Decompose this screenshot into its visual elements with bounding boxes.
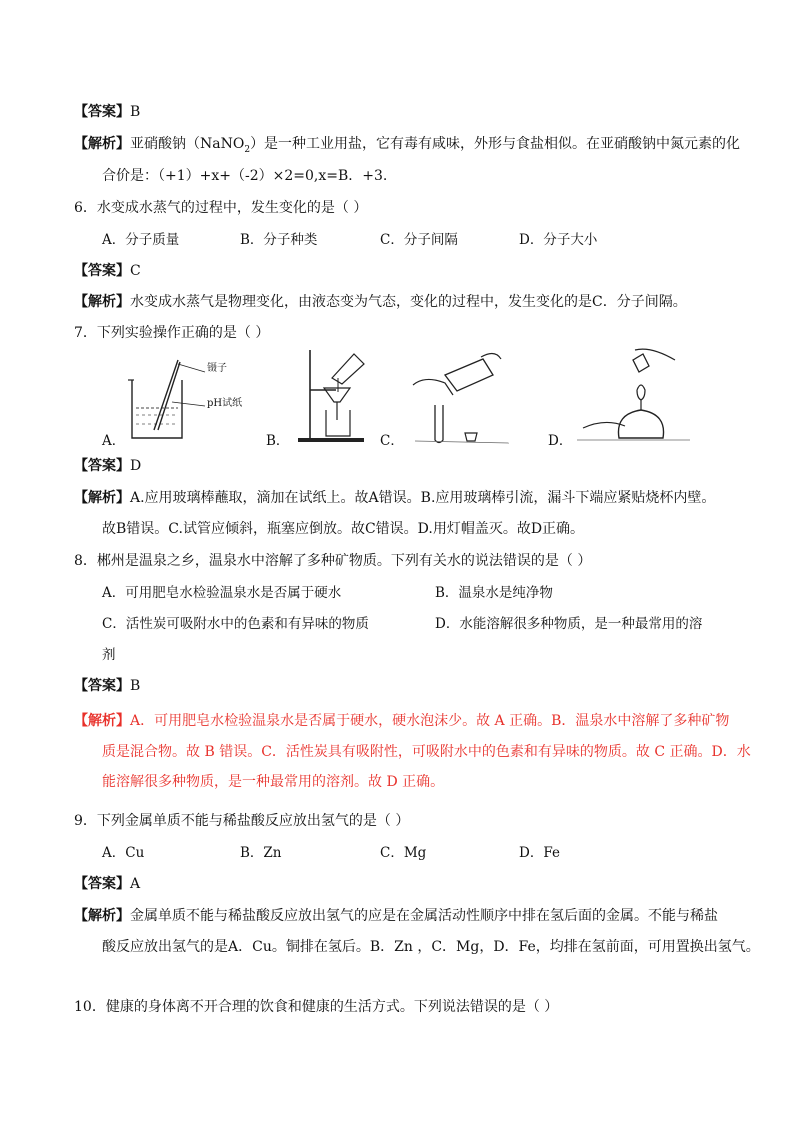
q8-option-d: D．水能溶解很多种物质，是一种最常用的溶 xyxy=(435,616,703,632)
q9-analysis-line-2: 酸反应放出氢气的是A．Cu。铜排在氢后。B．Zn ，C．Mg，D．Fe，均排在氢前面，可用置换出氢气。 xyxy=(102,939,760,955)
q8-option-a: A．可用肥皂水检验温泉水是否属于硬水 xyxy=(102,585,342,601)
answer-tag: 【答案】 xyxy=(74,458,130,474)
q7-stem: 7．下列实验操作正确的是（ ） xyxy=(74,325,270,341)
analysis-text: 亚硝酸钠（NaNO xyxy=(130,136,245,152)
analysis-text: 水变成水蒸气是物理变化，由液态变为气态，变化的过程中，发生变化的是C．分子间隔。 xyxy=(130,294,687,310)
q8-answer-line xyxy=(74,676,140,696)
q8-option-d-continued: 剂 xyxy=(102,647,116,663)
filtration-figure xyxy=(290,340,390,445)
q6-option-a: A．分子质量 xyxy=(102,232,180,248)
q10-stem: 10．健康的身体离不开合理的饮食和健康的生活方式。下列说法错误的是（ ） xyxy=(74,999,559,1015)
q8-analysis-line-1 xyxy=(74,711,729,731)
pouring-test-tube-figure xyxy=(405,345,515,445)
analysis-text: ）是一种工业用盐，它有毒有咸味，外形与食盐相似。在亚硝酸钠中氮元素的化 xyxy=(250,136,741,152)
q9-analysis-line-1 xyxy=(74,906,718,926)
q7-analysis-line-1 xyxy=(74,488,715,508)
tweezers-label: 镊子 xyxy=(207,363,227,374)
q9-option-b: B．Zn xyxy=(240,845,282,861)
answer-value: A xyxy=(130,876,141,892)
q5-analysis-line-2: 合价是：（+1）+x+（-2）×2=0,x=B．+3. xyxy=(102,168,388,184)
q6-option-b: B．分子种类 xyxy=(240,232,318,248)
analysis-tag: 【解析】 xyxy=(74,908,130,924)
q9-answer-line xyxy=(74,874,140,894)
q8-option-c: C．活性炭可吸附水中的色素和有异味的物质 xyxy=(102,616,369,632)
q7-option-b-label: B． xyxy=(266,433,290,449)
answer-value: D xyxy=(130,458,142,474)
q9-option-a: A．Cu xyxy=(102,845,145,861)
answer-tag: 【答案】 xyxy=(74,678,130,694)
analysis-tag: 【解析】 xyxy=(74,713,130,729)
q8-analysis-line-3: 能溶解很多种物质，是一种最常用的溶剂。故 D 正确。 xyxy=(102,774,445,790)
q6-analysis-line xyxy=(74,292,687,312)
q9-option-c: C．Mg xyxy=(380,845,427,861)
q9-option-d: D．Fe xyxy=(519,845,560,861)
answer-value: B xyxy=(130,678,141,694)
q7-figures xyxy=(0,340,794,450)
q7-analysis-line-2: 故B错误。C.试管应倾斜，瓶塞应倒放。故C错误。D.用灯帽盖灭。故D正确。 xyxy=(102,521,585,537)
answer-tag: 【答案】 xyxy=(74,876,130,892)
answer-value: C xyxy=(130,263,141,279)
beaker-tweezers-figure xyxy=(120,340,260,445)
alcohol-lamp-figure xyxy=(575,340,695,445)
q6-option-c: C．分子间隔 xyxy=(380,232,458,248)
q6-option-d: D．分子大小 xyxy=(519,232,598,248)
q6-answer-line xyxy=(74,261,141,281)
q8-option-b: B．温泉水是纯净物 xyxy=(435,585,553,601)
answer-tag: 【答案】 xyxy=(74,263,130,279)
q8-analysis-line-2: 质是混合物。故 B 错误。C．活性炭具有吸附性，可吸附水中的色素和有异味的物质。故 C 正确。D．水 xyxy=(102,744,751,760)
analysis-tag: 【解析】 xyxy=(74,490,130,506)
q6-stem: 6．水变成水蒸气的过程中，发生变化的是（ ） xyxy=(74,200,368,216)
subscript: 2 xyxy=(244,144,251,155)
ph-paper-label: pH试纸 xyxy=(207,398,243,409)
analysis-text: A．可用肥皂水检验温泉水是否属于硬水，硬水泡沫少。故 A 正确。B．温泉水中溶解了多种矿物 xyxy=(130,713,730,729)
analysis-tag: 【解析】 xyxy=(74,136,130,152)
answer-tag: 【答案】 xyxy=(74,104,130,120)
analysis-text: 金属单质不能与稀盐酸反应放出氢气的应是在金属活动性顺序中排在氢后面的金属。不能与稀盐 xyxy=(130,908,718,924)
analysis-text: A.应用玻璃棒蘸取，滴加在试纸上。故A错误。B.应用玻璃棒引流，漏斗下端应紧贴烧杯内壁。 xyxy=(130,490,716,506)
analysis-tag: 【解析】 xyxy=(74,294,130,310)
q7-option-d-label: D． xyxy=(548,433,573,449)
q8-stem: 8．郴州是温泉之乡，温泉水中溶解了多种矿物质。下列有关水的说法错误的是（ ） xyxy=(74,553,592,569)
q7-answer-line xyxy=(74,456,141,476)
answer-value: B xyxy=(130,104,141,120)
q9-stem: 9．下列金属单质不能与稀盐酸反应放出氢气的是（ ） xyxy=(74,813,410,829)
q7-option-c-label: C． xyxy=(380,433,404,449)
q5-answer-line xyxy=(74,102,140,122)
q5-analysis-line-1 xyxy=(74,134,740,160)
q7-option-a-label: A． xyxy=(102,433,126,449)
